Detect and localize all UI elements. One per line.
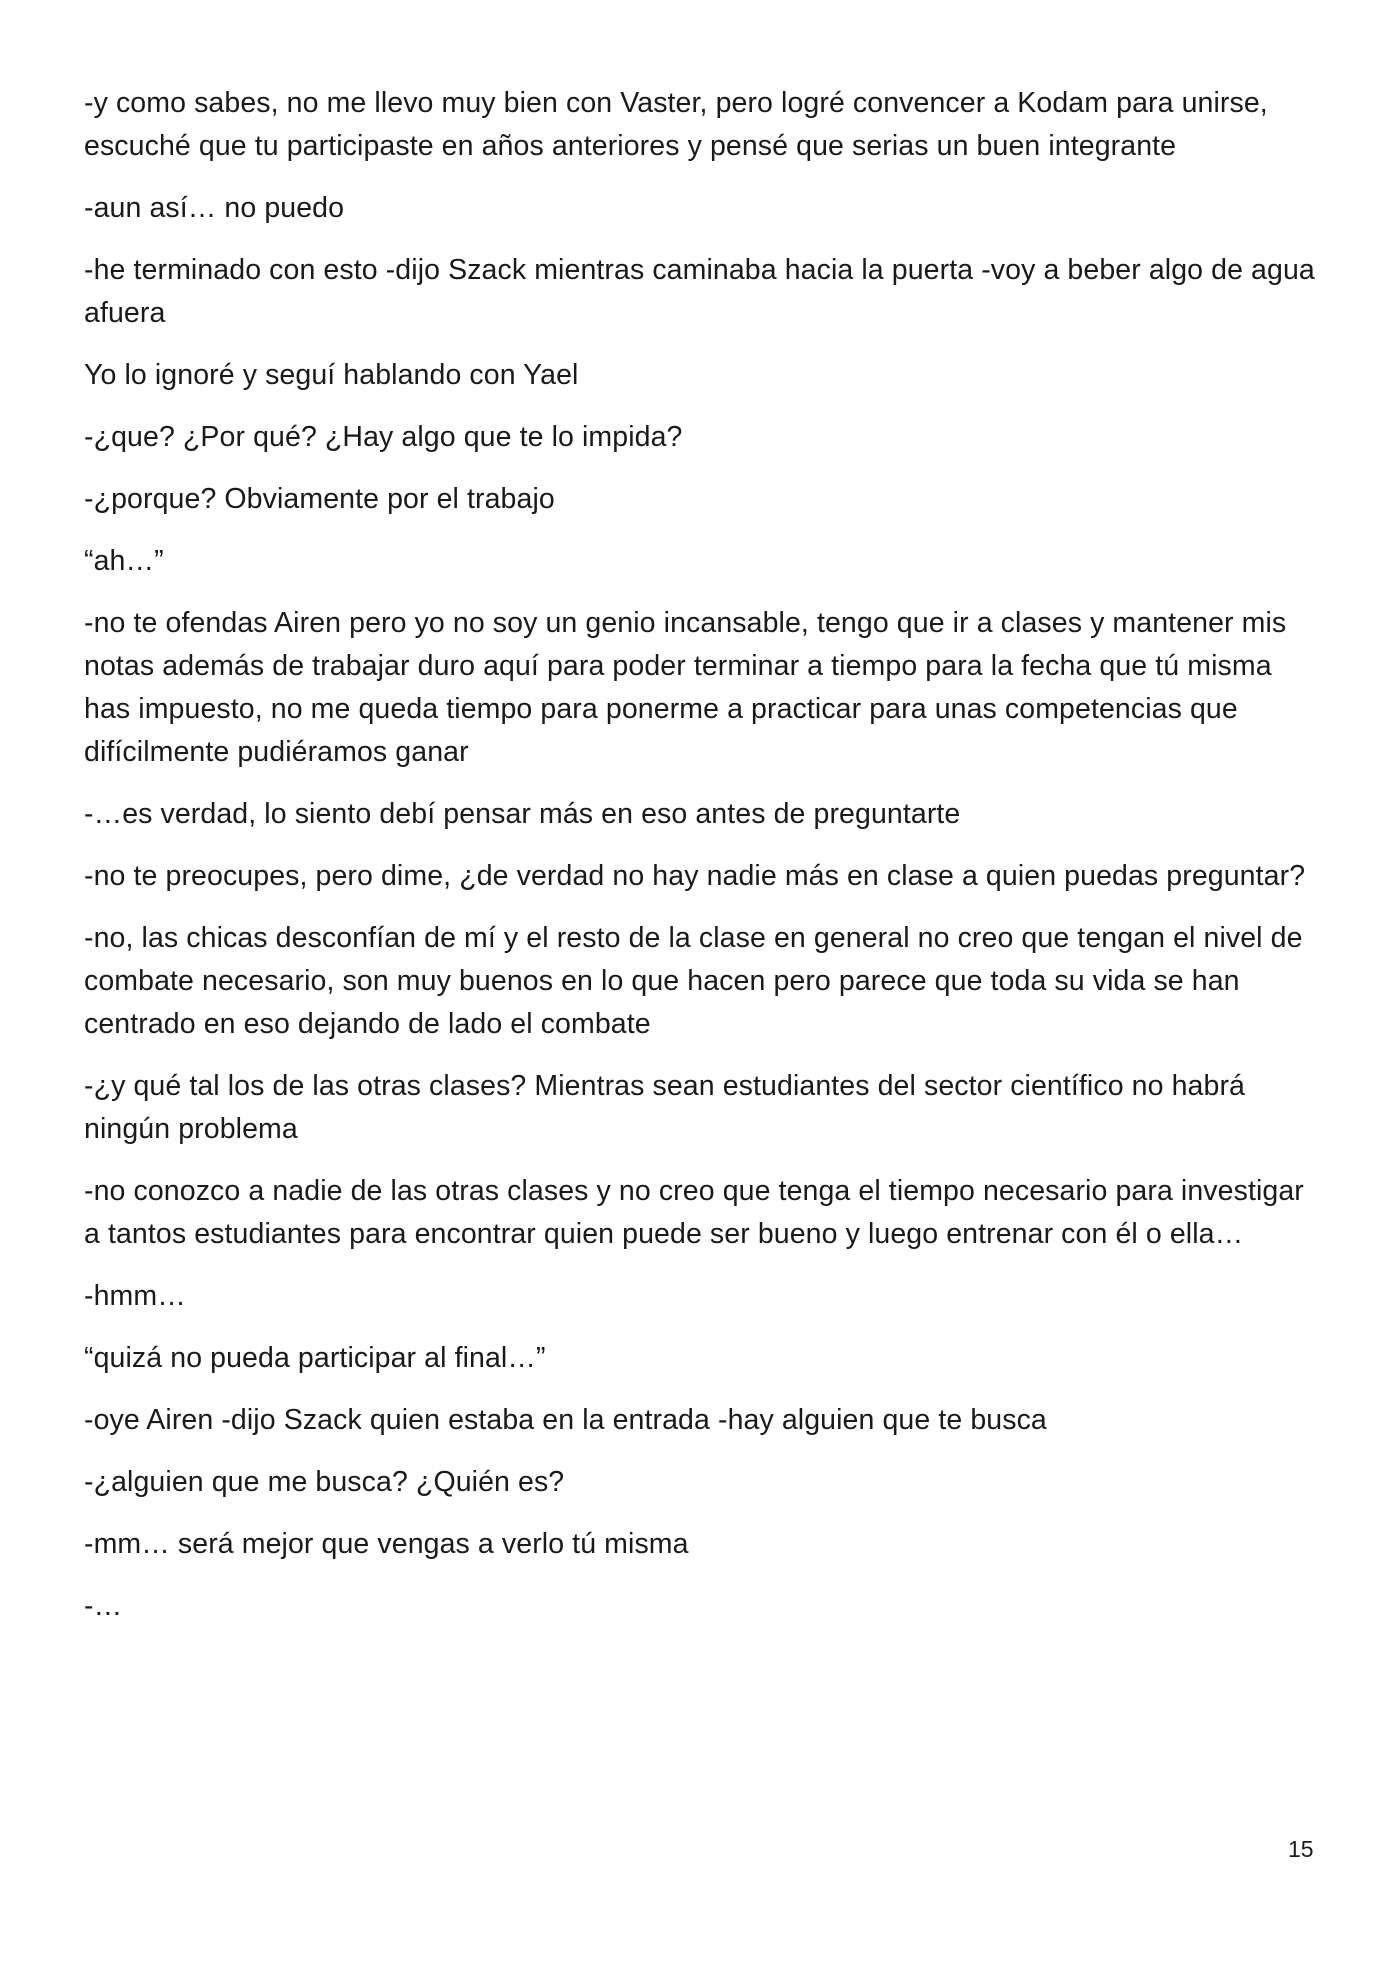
paragraph: -no te ofendas Airen pero yo no soy un genio incansable, tengo que ir a clases y mantener mis notas además de trabajar duro aquí para poder terminar a tiempo para la fecha que tú misma has impuesto, no me queda tiempo para ponerme a practicar para unas competencias que difícilmente pudiéramos ganar [84,607,1287,768]
paragraph: -¿y qué tal los de las otras clases? Mientras sean estudiantes del sector científico no habrá ningún problema [84,1070,1245,1145]
paragraph: -aun así… no puedo [84,192,345,224]
paragraph: -no te preocupes, pero dime, ¿de verdad no hay nadie más en clase a quien puedas preguntar? [84,860,1306,892]
paragraph: -y como sabes, no me llevo muy bien con Vaster, pero logré convencer a Kodam para unirse, escuché que tu participaste en años anteriores y pensé que serias un buen integrante [84,87,1268,162]
paragraph: -…es verdad, lo siento debí pensar más en eso antes de preguntarte [84,798,961,830]
paragraph: -mm… será mejor que vengas a verlo tú misma [84,1528,689,1560]
paragraph: Yo lo ignoré y seguí hablando con Yael [84,359,579,391]
paragraph: “quizá no pueda participar al final…” [84,1342,546,1374]
paragraph: -¿alguien que me busca? ¿Quién es? [84,1466,565,1498]
paragraph: -no conozco a nadie de las otras clases y no creo que tenga el tiempo necesario para investigar a tantos estudiantes para encontrar quien puede ser bueno y luego entrenar con él o ella… [84,1175,1304,1250]
paragraph: -… [84,1590,123,1622]
paragraph: -oye Airen -dijo Szack quien estaba en la entrada -hay alguien que te busca [84,1404,1047,1436]
paragraph: -¿que? ¿Por qué? ¿Hay algo que te lo impida? [84,421,683,453]
page-number: 15 [1288,1836,1314,1862]
paragraph: -¿porque? Obviamente por el trabajo [84,483,555,515]
paragraph: “ah…” [84,545,164,577]
paragraph: -hmm… [84,1280,186,1312]
paragraph: -no, las chicas desconfían de mí y el resto de la clase en general no creo que tengan el nivel de combate necesario, son muy buenos en lo que hacen pero parece que toda su vida se han centrado en eso dejando de lado el combate [84,922,1303,1040]
text-body [84,82,1324,1647]
paragraph: -he terminado con esto -dijo Szack mientras caminaba hacia la puerta -voy a beber algo de agua afuera [84,254,1315,329]
